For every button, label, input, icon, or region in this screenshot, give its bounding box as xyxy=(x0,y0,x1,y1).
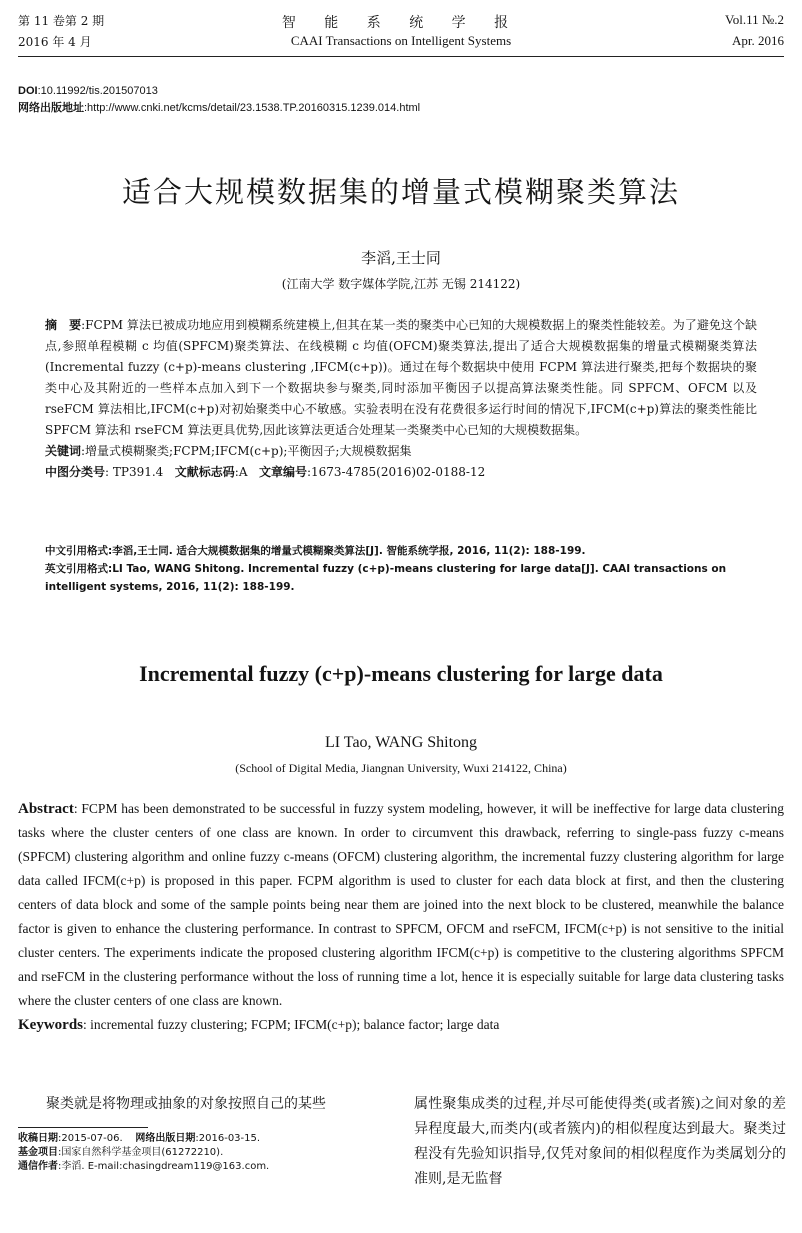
citation-en-text: :LI Tao, WANG Shitong. Incremental fuzzy (c+p)-means clustering for large data[J]. CAAI transactions on intelligent systems, 2016, 11(2): 188-199. xyxy=(45,563,727,593)
footnote-rule xyxy=(18,1127,148,1128)
url-value[interactable]: :http://www.cnki.net/kcms/detail/23.1538.TP.20160315.1239.014.html xyxy=(84,102,421,114)
abstract-cn-paragraph xyxy=(45,315,757,441)
online-label: 网络出版日期 xyxy=(135,1133,196,1144)
doi-value[interactable]: :10.11992/tis.201507013 xyxy=(37,85,158,97)
corr-value: :李滔. E-mail:chasingdream119@163.com. xyxy=(58,1161,270,1172)
keywords-en-label: Keywords xyxy=(18,1017,83,1033)
title-cn: 适合大规模数据集的增量式模糊聚类算法 xyxy=(121,175,680,209)
body-column-left xyxy=(18,1092,388,1174)
footnote-fund xyxy=(18,1146,388,1160)
citation-block xyxy=(45,542,772,596)
abstract-cn xyxy=(45,315,757,483)
keywords-en xyxy=(18,1013,784,1037)
title-en: Incremental fuzzy (c+p)-means clustering for large data xyxy=(139,661,663,686)
authors-en: LI Tao, WANG Shitong xyxy=(324,734,478,751)
journal-name-en: CAAI Transactions on Intelligent Systems xyxy=(290,33,512,48)
fund-label: 基金项目 xyxy=(18,1147,58,1158)
keywords-cn-label: 关键词 xyxy=(45,444,82,458)
article-no-value: :1673-4785(2016)02-0188-12 xyxy=(306,465,486,479)
abstract-en-text: : FCPM has been demonstrated to be successful in fuzzy system modeling, however, it will be ineffective for large data clustering tasks where the cluster centers of one class are known. In order to circumvent this drawback, referring to single-pass fuzzy c-means (SPFCM) clustering algorithm and online fuzzy c-means (OFCM) clustering algorithm, the incremental fuzzy clustering algorithm for large data called IFCM(c+p) is proposed in this paper. FCPM algorithm is used to cluster for each data block at first, and then the clustering centers of data block and some of the sample points being near them are joined into the next block to be clustered, meanwhile the balance factor is given to enhance the clustering performance. In contrast to SPFCM, OFCM and rseFCM, IFCM(c+p) is not sensitive to the initial cluster centers. The experiments indicate the proposed clustering algorithm IFCM(c+p) is competitive to the clustering algorithms SPFCM and rseFCM in the clustering performance without the loss of running time a lot, hence it is especially suitable for large data clustering tasks where the cluster centers of one class are known. xyxy=(18,801,784,1008)
doc-code-value: :A xyxy=(234,465,248,479)
authors-cn: 李滔,王士同 xyxy=(361,249,441,267)
footnote-dates xyxy=(18,1132,388,1146)
received-value: :2015-07-06. xyxy=(58,1133,123,1144)
citation-cn-label: 中文引用格式 xyxy=(45,545,108,557)
date-cn: 2016 年 4 月 xyxy=(18,35,92,49)
article-meta xyxy=(18,83,420,117)
fund-value: :国家自然科学基金项目(61272210). xyxy=(58,1147,224,1158)
header-rule xyxy=(18,56,784,57)
abstract-en xyxy=(18,797,784,1037)
body-column-right xyxy=(414,1092,786,1192)
received-label: 收稿日期 xyxy=(18,1133,58,1144)
date-en: Apr. 2016 xyxy=(732,33,784,48)
online-value: :2016-03-15. xyxy=(195,1133,261,1144)
doi-line xyxy=(18,83,420,100)
url-label: 网络出版地址 xyxy=(18,102,84,114)
citation-cn-text: :李滔,王士同. 适合大规模数据集的增量式模糊聚类算法[J]. 智能系统学报, 2016, 11(2): 188-199. xyxy=(108,545,586,557)
running-header xyxy=(18,12,784,56)
body-right-text: 属性聚集成类的过程,并尽可能使得类(或者簇)之间对象的差异程度最大,而类内(或者簇内)的相似程度达到最大。聚类过程没有先验知识指导,仅凭对象间的相似程度作为类属划分的准则,是无监督 xyxy=(414,1096,786,1187)
doc-code-label: 文献标志码 xyxy=(174,465,235,479)
affiliation-cn: (江南大学 数字媒体学院,江苏 无锡 214122) xyxy=(281,277,521,291)
citation-en xyxy=(45,560,772,596)
abstract-en-paragraph xyxy=(18,797,784,1013)
keywords-en-text: : incremental fuzzy clustering; FCPM; IFCM(c+p); balance factor; large data xyxy=(83,1017,500,1032)
article-no-label: 文章编号 xyxy=(258,465,307,479)
doi-label: DOI xyxy=(18,85,38,97)
volume-en: Vol.11 №.2 xyxy=(725,12,784,27)
clc-value: : TP391.4 xyxy=(105,465,164,479)
footnotes xyxy=(18,1132,388,1174)
body-left-text: 聚类就是将物理或抽象的对象按照自己的某些 xyxy=(46,1096,326,1112)
footnote-corresponding xyxy=(18,1160,388,1174)
corr-label: 通信作者 xyxy=(18,1161,58,1172)
journal-name-cn: 智 能 系 统 学 报 xyxy=(281,15,521,31)
volume-cn: 第 11 卷第 2 期 xyxy=(18,14,105,28)
classification-line xyxy=(45,462,757,483)
abstract-en-label: Abstract xyxy=(18,801,74,817)
abstract-cn-label: 摘 要 xyxy=(45,318,82,332)
citation-en-label: 英文引用格式 xyxy=(45,563,108,575)
keywords-cn xyxy=(45,441,757,462)
keywords-cn-text: :增量式模糊聚类;FCPM;IFCM(c+p);平衡因子;大规模数据集 xyxy=(81,444,412,458)
abstract-cn-text: :FCPM 算法已被成功地应用到模糊系统建模上,但其在某一类的聚类中心已知的大规模数据上的聚类性能较差。为了避免这个缺点,参照单程模糊 c 均值(SPFCM)聚类算法、在线模糊 c 均值(OFCM)聚类算法,提出了适合大规模数据集的增量式模糊聚类算法(Incremental fuzzy (c+p)-means clustering ,IFCM(c+p))。通过在每个数据块中使用 FCPM 算法进行聚类,把每个数据块的聚类中心及其附近的一些样本点加入到下一个数据块参与聚类,同时添加平衡因子以提高算法聚类性能。同 SPFCM、OFCM 以及 rseFCM 算法相比,IFCM(c+p)对初始聚类中心不敏感。实验表明在没有花费很多运行时间的情况下,IFCM(c+p)算法的聚类性能比 SPFCM 算法和 rseFCM 算法更具优势,因此该算法更适合处理某一类聚类中心已知的大规模数据集。 xyxy=(45,318,757,437)
url-line xyxy=(18,100,420,117)
clc-label: 中图分类号 xyxy=(45,465,106,479)
citation-cn xyxy=(45,542,772,560)
affiliation-en: (School of Digital Media, Jiangnan University, Wuxi 214122, China) xyxy=(235,761,567,775)
